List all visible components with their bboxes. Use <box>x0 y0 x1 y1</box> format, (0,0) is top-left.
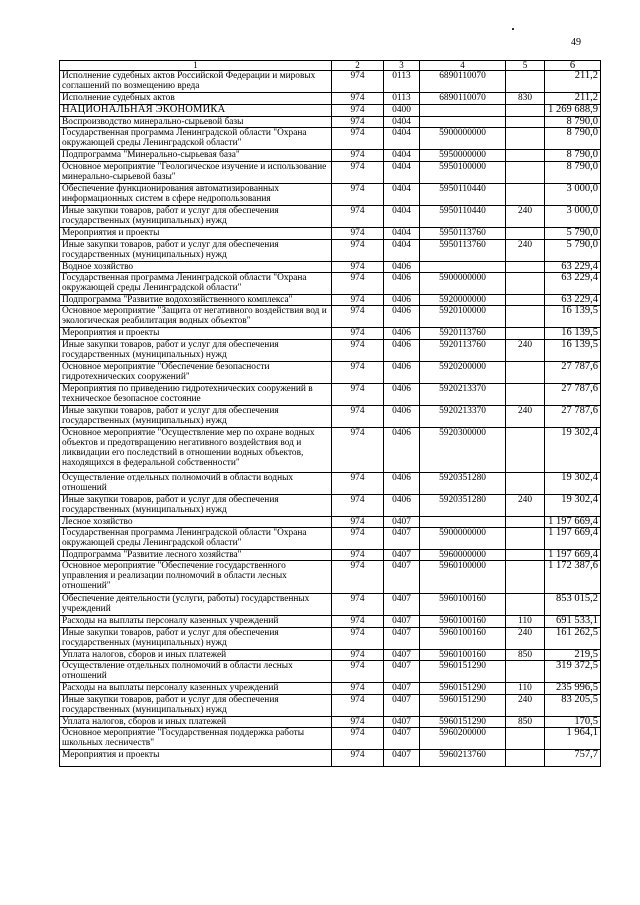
table-row <box>60 695 601 717</box>
section-code-cell: 0407 <box>384 628 420 650</box>
target-article-cell: 5950110440 <box>420 206 506 228</box>
expense-type-cell <box>506 306 545 328</box>
admin-code-cell: 974 <box>332 384 384 406</box>
admin-code-cell: 974 <box>332 406 384 428</box>
target-article-cell: 5920351280 <box>420 473 506 495</box>
target-article-cell: 5920113760 <box>420 340 506 362</box>
admin-code-cell: 974 <box>332 306 384 328</box>
header-cell: 3 <box>384 61 420 71</box>
amount-cell: 170,5 <box>545 717 601 728</box>
row-name-cell: Основное мероприятие "Осуществление мер по охране водных объектов и предотвращению негативного воздействия вод и ликвидации его последствий в отношении водных объектов, находящихся в федеральной собственности" <box>60 428 332 473</box>
amount-cell: 63 229,4 <box>545 273 601 295</box>
row-name-cell: Подпрограмма "Развитие лесного хозяйства" <box>60 550 332 561</box>
amount-cell: 1 197 669,4 <box>545 550 601 561</box>
section-code-cell: 0407 <box>384 616 420 628</box>
expense-type-cell: 240 <box>506 240 545 262</box>
table-row <box>60 206 601 228</box>
target-article-cell: 5960151290 <box>420 695 506 717</box>
expense-type-cell <box>506 594 545 616</box>
table-row <box>60 150 601 162</box>
admin-code-cell: 974 <box>332 150 384 162</box>
amount-cell: 3 000,0 <box>545 206 601 228</box>
row-name-cell: Обеспечение функционирования автоматизированных информационных систем в сфере недропользования <box>60 184 332 206</box>
table-row <box>60 362 601 384</box>
section-code-cell: 0406 <box>384 362 420 384</box>
row-name-cell: Воспроизводство минерально-сырьевой базы <box>60 117 332 128</box>
amount-cell: 27 787,6 <box>545 384 601 406</box>
admin-code-cell: 974 <box>332 240 384 262</box>
admin-code-cell: 974 <box>332 273 384 295</box>
amount-cell: 16 139,5 <box>545 306 601 328</box>
amount-cell: 8 790,0 <box>545 117 601 128</box>
section-code-cell: 0407 <box>384 550 420 561</box>
amount-cell: 19 302,4 <box>545 495 601 517</box>
admin-code-cell: 974 <box>332 105 384 117</box>
table-row <box>60 128 601 150</box>
section-code-cell: 0406 <box>384 273 420 295</box>
row-name-cell: Государственная программа Ленинградской области "Охрана окружающей среды Ленинградской области" <box>60 528 332 550</box>
admin-code-cell: 974 <box>332 473 384 495</box>
target-article-cell: 5950110440 <box>420 184 506 206</box>
admin-code-cell: 974 <box>332 428 384 473</box>
target-article-cell: 5920213370 <box>420 406 506 428</box>
target-article-cell: 5960151290 <box>420 717 506 728</box>
table-row <box>60 117 601 128</box>
target-article-cell <box>420 262 506 273</box>
row-name-cell: Основное мероприятие "Обеспечение государственного управления и реализации полномочий в области лесных отношений" <box>60 561 332 594</box>
target-article-cell: 5960100160 <box>420 650 506 661</box>
amount-cell: 319 372,5 <box>545 661 601 683</box>
section-code-cell: 0113 <box>384 71 420 93</box>
table-row <box>60 717 601 728</box>
row-name-cell: Подпрограмма "Минерально-сырьевая база" <box>60 150 332 162</box>
expense-type-cell: 830 <box>506 93 545 105</box>
expense-type-cell: 110 <box>506 616 545 628</box>
table-row <box>60 473 601 495</box>
row-name-cell: Расходы на выплаты персоналу казенных учреждений <box>60 683 332 695</box>
row-name-cell: Государственная программа Ленинградской области "Охрана окружающей среды Ленинградской области" <box>60 273 332 295</box>
row-name-cell: Иные закупки товаров, работ и услуг для обеспечения государственных (муниципальных) нужд <box>60 340 332 362</box>
expense-type-cell: 240 <box>506 206 545 228</box>
amount-cell: 3 000,0 <box>545 184 601 206</box>
table-row <box>60 728 601 750</box>
table-row <box>60 93 601 105</box>
expense-type-cell: 240 <box>506 628 545 650</box>
expense-type-cell: 850 <box>506 717 545 728</box>
expense-type-cell <box>506 550 545 561</box>
target-article-cell <box>420 105 506 117</box>
row-name-cell: Осуществление отдельных полномочий в области лесных отношений <box>60 661 332 683</box>
target-article-cell: 5920200000 <box>420 362 506 384</box>
target-article-cell: 5920000000 <box>420 295 506 306</box>
target-article-cell: 5950000000 <box>420 150 506 162</box>
table-row <box>60 561 601 594</box>
table-row <box>60 550 601 561</box>
admin-code-cell: 974 <box>332 162 384 184</box>
admin-code-cell: 974 <box>332 650 384 661</box>
expense-type-cell <box>506 750 545 767</box>
expense-type-cell <box>506 262 545 273</box>
admin-code-cell: 974 <box>332 206 384 228</box>
admin-code-cell: 974 <box>332 728 384 750</box>
target-article-cell: 5960200000 <box>420 728 506 750</box>
table-row <box>60 650 601 661</box>
row-name-cell: Иные закупки товаров, работ и услуг для обеспечения государственных (муниципальных) нужд <box>60 628 332 650</box>
header-cell: 1 <box>60 61 332 71</box>
expense-type-cell <box>506 328 545 340</box>
expense-type-cell <box>506 362 545 384</box>
row-name-cell: Иные закупки товаров, работ и услуг для обеспечения государственных (муниципальных) нужд <box>60 495 332 517</box>
admin-code-cell: 974 <box>332 616 384 628</box>
expense-type-cell <box>506 71 545 93</box>
admin-code-cell: 974 <box>332 295 384 306</box>
row-name-cell: Обеспечение деятельности (услуги, работы) государственных учреждений <box>60 594 332 616</box>
target-article-cell: 5900000000 <box>420 273 506 295</box>
section-code-cell: 0407 <box>384 594 420 616</box>
section-code-cell: 0404 <box>384 228 420 240</box>
target-article-cell: 5960213760 <box>420 750 506 767</box>
target-article-cell: 5920100000 <box>420 306 506 328</box>
section-code-cell: 0406 <box>384 328 420 340</box>
target-article-cell: 5920213370 <box>420 384 506 406</box>
admin-code-cell: 974 <box>332 362 384 384</box>
section-code-cell: 0407 <box>384 561 420 594</box>
expense-type-cell <box>506 150 545 162</box>
section-code-cell: 0407 <box>384 728 420 750</box>
admin-code-cell: 974 <box>332 93 384 105</box>
table-row <box>60 495 601 517</box>
scan-speck <box>512 28 514 30</box>
target-article-cell: 5960151290 <box>420 683 506 695</box>
row-name-cell: Основное мероприятие "Защита от негативного воздействия вод и экологическая реабилитация водных объектов" <box>60 306 332 328</box>
expense-type-cell <box>506 117 545 128</box>
admin-code-cell: 974 <box>332 717 384 728</box>
row-name-cell: Исполнение судебных актов <box>60 93 332 105</box>
admin-code-cell: 974 <box>332 228 384 240</box>
expense-type-cell <box>506 384 545 406</box>
amount-cell: 8 790,0 <box>545 128 601 150</box>
section-code-cell: 0404 <box>384 184 420 206</box>
row-name-cell: Мероприятия и проекты <box>60 228 332 240</box>
amount-cell: 219,5 <box>545 650 601 661</box>
section-code-cell: 0404 <box>384 150 420 162</box>
amount-cell: 5 790,0 <box>545 228 601 240</box>
section-code-cell: 0406 <box>384 306 420 328</box>
row-name-cell: Мероприятия по приведению гидротехнических сооружений в техническое безопасное состояние <box>60 384 332 406</box>
row-name-cell: Осуществление отдельных полномочий в области водных отношений <box>60 473 332 495</box>
amount-cell: 211,2 <box>545 93 601 105</box>
target-article-cell <box>420 117 506 128</box>
amount-cell: 161 262,5 <box>545 628 601 650</box>
row-name-cell: Государственная программа Ленинградской области "Охрана окружающей среды Ленинградской области" <box>60 128 332 150</box>
amount-cell: 19 302,4 <box>545 473 601 495</box>
amount-cell: 27 787,6 <box>545 406 601 428</box>
expense-type-cell <box>506 661 545 683</box>
table-row <box>60 306 601 328</box>
expense-type-cell: 240 <box>506 495 545 517</box>
row-name-cell: Лесное хозяйство <box>60 517 332 528</box>
target-article-cell: 5920300000 <box>420 428 506 473</box>
row-name-cell: НАЦИОНАЛЬНАЯ ЭКОНОМИКА <box>60 105 332 117</box>
amount-cell: 16 139,5 <box>545 328 601 340</box>
target-article-cell: 5950113760 <box>420 240 506 262</box>
amount-cell: 235 996,5 <box>545 683 601 695</box>
header-cell: 5 <box>506 61 545 71</box>
row-name-cell: Основное мероприятие "Государственная поддержка работы школьных лесничеств" <box>60 728 332 750</box>
amount-cell: 5 790,0 <box>545 240 601 262</box>
expense-type-cell <box>506 528 545 550</box>
section-code-cell: 0407 <box>384 750 420 767</box>
expense-type-cell: 240 <box>506 695 545 717</box>
section-code-cell: 0407 <box>384 661 420 683</box>
section-code-cell: 0407 <box>384 683 420 695</box>
row-name-cell: Расходы на выплаты персоналу казенных учреждений <box>60 616 332 628</box>
target-article-cell <box>420 517 506 528</box>
table-row <box>60 616 601 628</box>
expense-type-cell <box>506 228 545 240</box>
table-row <box>60 406 601 428</box>
target-article-cell: 5920351280 <box>420 495 506 517</box>
table-row <box>60 428 601 473</box>
table-row <box>60 750 601 767</box>
header-cell: 4 <box>420 61 506 71</box>
amount-cell: 1 964,1 <box>545 728 601 750</box>
expense-type-cell <box>506 728 545 750</box>
target-article-cell: 5900000000 <box>420 528 506 550</box>
table-header-row <box>60 61 601 71</box>
row-name-cell: Основное мероприятие "Обеспечение безопасности гидротехнических сооружений" <box>60 362 332 384</box>
expense-type-cell <box>506 273 545 295</box>
table-row <box>60 340 601 362</box>
amount-cell: 19 302,4 <box>545 428 601 473</box>
amount-cell: 691 533,1 <box>545 616 601 628</box>
row-name-cell: Мероприятия и проекты <box>60 750 332 767</box>
expense-type-cell <box>506 295 545 306</box>
section-code-cell: 0404 <box>384 128 420 150</box>
expense-type-cell <box>506 561 545 594</box>
header-cell: 2 <box>332 61 384 71</box>
target-article-cell: 6890110070 <box>420 71 506 93</box>
budget-table <box>59 60 601 767</box>
admin-code-cell: 974 <box>332 750 384 767</box>
expense-type-cell <box>506 162 545 184</box>
target-article-cell: 5960151290 <box>420 661 506 683</box>
expense-type-cell: 110 <box>506 683 545 695</box>
table-row <box>60 594 601 616</box>
amount-cell: 63 229,4 <box>545 295 601 306</box>
table-row <box>60 262 601 273</box>
admin-code-cell: 974 <box>332 517 384 528</box>
table-row <box>60 628 601 650</box>
section-code-cell: 0407 <box>384 517 420 528</box>
admin-code-cell: 974 <box>332 683 384 695</box>
table-row <box>60 240 601 262</box>
target-article-cell: 5920113760 <box>420 328 506 340</box>
row-name-cell: Исполнение судебных актов Российской Федерации и мировых соглашений по возмещению вреда <box>60 71 332 93</box>
expense-type-cell <box>506 473 545 495</box>
admin-code-cell: 974 <box>332 550 384 561</box>
section-code-cell: 0406 <box>384 384 420 406</box>
row-name-cell: Подпрограмма "Развитие водохозяйственного комплекса" <box>60 295 332 306</box>
target-article-cell: 5960000000 <box>420 550 506 561</box>
expense-type-cell <box>506 128 545 150</box>
target-article-cell: 5960100000 <box>420 561 506 594</box>
table-row <box>60 228 601 240</box>
amount-cell: 83 205,5 <box>545 695 601 717</box>
amount-cell: 27 787,6 <box>545 362 601 384</box>
table-row <box>60 71 601 93</box>
admin-code-cell: 974 <box>332 695 384 717</box>
target-article-cell: 5960100160 <box>420 628 506 650</box>
row-name-cell: Иные закупки товаров, работ и услуг для обеспечения государственных (муниципальных) нужд <box>60 695 332 717</box>
expense-type-cell <box>506 517 545 528</box>
expense-type-cell: 240 <box>506 406 545 428</box>
section-code-cell: 0404 <box>384 240 420 262</box>
admin-code-cell: 974 <box>332 184 384 206</box>
admin-code-cell: 974 <box>332 661 384 683</box>
table-row <box>60 528 601 550</box>
admin-code-cell: 974 <box>332 128 384 150</box>
section-code-cell: 0406 <box>384 473 420 495</box>
amount-cell: 16 139,5 <box>545 340 601 362</box>
table-row <box>60 273 601 295</box>
amount-cell: 63 229,4 <box>545 262 601 273</box>
row-name-cell: Иные закупки товаров, работ и услуг для обеспечения государственных (муниципальных) нужд <box>60 240 332 262</box>
amount-cell: 1 269 688,9 <box>545 105 601 117</box>
budget-table-body <box>60 61 601 767</box>
section-code-cell: 0406 <box>384 295 420 306</box>
admin-code-cell: 974 <box>332 262 384 273</box>
section-code-cell: 0406 <box>384 262 420 273</box>
amount-cell: 211,2 <box>545 71 601 93</box>
target-article-cell: 5960100160 <box>420 594 506 616</box>
amount-cell: 8 790,0 <box>545 162 601 184</box>
section-code-cell: 0113 <box>384 93 420 105</box>
target-article-cell: 5950100000 <box>420 162 506 184</box>
admin-code-cell: 974 <box>332 340 384 362</box>
table-row <box>60 105 601 117</box>
section-code-cell: 0404 <box>384 162 420 184</box>
amount-cell: 1 172 387,6 <box>545 561 601 594</box>
target-article-cell: 6890110070 <box>420 93 506 105</box>
header-cell: 6 <box>545 61 601 71</box>
table-row <box>60 661 601 683</box>
amount-cell: 757,7 <box>545 750 601 767</box>
target-article-cell: 5900000000 <box>420 128 506 150</box>
page-number: 49 <box>571 37 581 48</box>
table-row <box>60 683 601 695</box>
section-code-cell: 0406 <box>384 406 420 428</box>
target-article-cell: 5960100160 <box>420 616 506 628</box>
section-code-cell: 0406 <box>384 495 420 517</box>
section-code-cell: 0404 <box>384 117 420 128</box>
amount-cell: 1 197 669,4 <box>545 528 601 550</box>
amount-cell: 8 790,0 <box>545 150 601 162</box>
expense-type-cell: 240 <box>506 340 545 362</box>
row-name-cell: Уплата налогов, сборов и иных платежей <box>60 650 332 661</box>
section-code-cell: 0404 <box>384 206 420 228</box>
section-code-cell: 0407 <box>384 528 420 550</box>
expense-type-cell <box>506 428 545 473</box>
section-code-cell: 0406 <box>384 428 420 473</box>
row-name-cell: Уплата налогов, сборов и иных платежей <box>60 717 332 728</box>
admin-code-cell: 974 <box>332 528 384 550</box>
section-code-cell: 0406 <box>384 340 420 362</box>
table-row <box>60 162 601 184</box>
row-name-cell: Мероприятия и проекты <box>60 328 332 340</box>
admin-code-cell: 974 <box>332 561 384 594</box>
amount-cell: 853 015,2 <box>545 594 601 616</box>
admin-code-cell: 974 <box>332 594 384 616</box>
table-row <box>60 295 601 306</box>
admin-code-cell: 974 <box>332 495 384 517</box>
expense-type-cell <box>506 105 545 117</box>
admin-code-cell: 974 <box>332 328 384 340</box>
expense-type-cell <box>506 184 545 206</box>
admin-code-cell: 974 <box>332 117 384 128</box>
section-code-cell: 0407 <box>384 695 420 717</box>
row-name-cell: Иные закупки товаров, работ и услуг для обеспечения государственных (муниципальных) нужд <box>60 406 332 428</box>
table-row <box>60 384 601 406</box>
section-code-cell: 0400 <box>384 105 420 117</box>
table-row <box>60 184 601 206</box>
table-row <box>60 328 601 340</box>
table-row <box>60 517 601 528</box>
admin-code-cell: 974 <box>332 628 384 650</box>
section-code-cell: 0407 <box>384 717 420 728</box>
row-name-cell: Иные закупки товаров, работ и услуг для обеспечения государственных (муниципальных) нужд <box>60 206 332 228</box>
target-article-cell: 5950113760 <box>420 228 506 240</box>
admin-code-cell: 974 <box>332 71 384 93</box>
row-name-cell: Водное хозяйство <box>60 262 332 273</box>
amount-cell: 1 197 669,4 <box>545 517 601 528</box>
row-name-cell: Основное мероприятие "Геологическое изучение и использование минерально-сырьевой базы" <box>60 162 332 184</box>
section-code-cell: 0407 <box>384 650 420 661</box>
expense-type-cell: 850 <box>506 650 545 661</box>
